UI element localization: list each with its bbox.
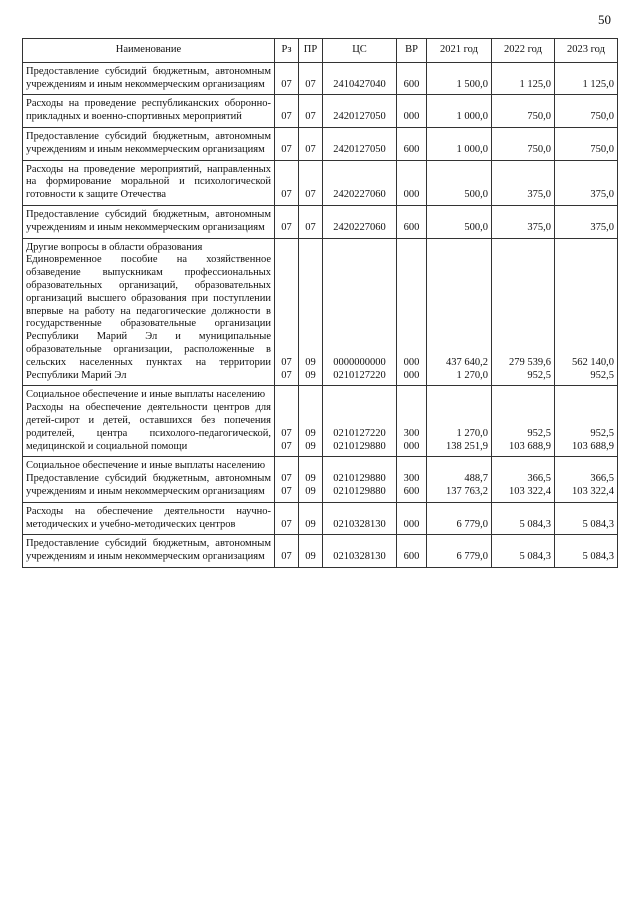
cell-pr-line: 09 (305, 473, 316, 485)
cell-2021-line: 437 640,2 (446, 356, 488, 368)
cell-pr (299, 457, 323, 502)
cell-2023-line: 103 322,4 (572, 485, 614, 497)
cell-2022-line: 279 539,6 (509, 356, 551, 368)
cell-2022 (492, 535, 555, 568)
cell-vr-line: 300 (403, 473, 420, 485)
cell-name-line: Предоставление субсидий бюджетным, автономным учреждениям и иным некоммерческим организациям (26, 473, 271, 497)
header-vr: ВР (397, 39, 427, 63)
cell-2021 (427, 95, 492, 128)
cell-2022-line: 103 688,9 (509, 440, 551, 452)
cell-2022-line: 5 084,3 (519, 551, 551, 563)
cell-pr: 07 (299, 160, 323, 205)
cell-rz-line: 07 (281, 369, 292, 381)
cell-2021-line: 1 270,0 (456, 369, 488, 381)
cell-2023 (555, 62, 618, 95)
cell-cs (323, 386, 397, 457)
cell-pr: 07 (299, 127, 323, 160)
cell-vr: 000 (397, 160, 427, 205)
cell-name (23, 457, 275, 502)
cell-cs: 2420227060 (323, 160, 397, 205)
cell-2022-line: 103 322,4 (509, 485, 551, 497)
cell-2023 (555, 386, 618, 457)
cell-rz-line: 07 (281, 473, 292, 485)
cell-2021-line: 6 779,0 (456, 551, 488, 563)
table-row (23, 386, 618, 457)
cell-cs (323, 238, 397, 386)
cell-name: Расходы на проведение республиканских оборонно-прикладных и военно-спортивных мероприятий (23, 95, 275, 128)
cell-cs: 2420127050 (323, 127, 397, 160)
cell-rz: 07 (275, 95, 299, 128)
cell-2023 (555, 160, 618, 205)
cell-2022-line: 952,5 (527, 427, 551, 439)
cell-2021 (427, 160, 492, 205)
cell-2023-line: 5 084,3 (582, 518, 614, 530)
cell-2022 (492, 457, 555, 502)
cell-name: Предоставление субсидий бюджетным, автономным учреждениям и иным некоммерческим организациям (23, 205, 275, 238)
cell-2021-line: 1 500,0 (456, 78, 488, 90)
cell-pr-line: 09 (305, 427, 316, 439)
header-pr: ПР (299, 39, 323, 63)
cell-2023-line: 375,0 (590, 221, 614, 233)
cell-2022 (492, 502, 555, 535)
cell-cs: 2420127050 (323, 95, 397, 128)
cell-name (23, 238, 275, 386)
cell-2021 (427, 535, 492, 568)
cell-pr (299, 386, 323, 457)
cell-pr: 07 (299, 62, 323, 95)
cell-cs-line: 0210129880 (333, 485, 386, 497)
cell-2021 (427, 238, 492, 386)
cell-rz (275, 238, 299, 386)
header-2023: 2023 год (555, 39, 618, 63)
cell-pr: 07 (299, 205, 323, 238)
table-row (23, 238, 618, 386)
cell-pr: 07 (299, 95, 323, 128)
header-2022: 2022 год (492, 39, 555, 63)
cell-pr-line: 09 (305, 356, 316, 368)
table-row (23, 160, 618, 205)
cell-2022-line: 750,0 (527, 143, 551, 155)
header-rz: Рз (275, 39, 299, 63)
cell-2022 (492, 160, 555, 205)
cell-name (23, 386, 275, 457)
cell-name: Предоставление субсидий бюджетным, автономным учреждениям и иным некоммерческим организациям (23, 62, 275, 95)
cell-cs: 0210328130 (323, 502, 397, 535)
cell-2021-line: 1 000,0 (456, 111, 488, 123)
cell-2022-line: 750,0 (527, 111, 551, 123)
cell-name: Предоставление субсидий бюджетным, автономным учреждениям и иным некоммерческим организациям (23, 127, 275, 160)
cell-2021 (427, 127, 492, 160)
table-row (23, 457, 618, 502)
cell-cs-line: 0210127220 (333, 427, 386, 439)
cell-2021 (427, 62, 492, 95)
cell-rz-line: 07 (281, 427, 292, 439)
cell-2021-line: 138 251,9 (446, 440, 488, 452)
cell-rz-line: 07 (281, 356, 292, 368)
cell-cs: 0210328130 (323, 535, 397, 568)
cell-2021-line: 1 000,0 (456, 143, 488, 155)
cell-pr: 09 (299, 502, 323, 535)
cell-rz: 07 (275, 160, 299, 205)
cell-rz: 07 (275, 502, 299, 535)
cell-name: Предоставление субсидий бюджетным, автономным учреждениям и иным некоммерческим организациям (23, 535, 275, 568)
cell-2022 (492, 386, 555, 457)
table-row (23, 502, 618, 535)
cell-2023-line: 5 084,3 (582, 551, 614, 563)
cell-2021-line: 1 270,0 (456, 427, 488, 439)
table-row (23, 62, 618, 95)
table-row (23, 205, 618, 238)
cell-2023-line: 1 125,0 (582, 78, 614, 90)
cell-vr: 600 (397, 205, 427, 238)
cell-2022-line: 1 125,0 (519, 78, 551, 90)
cell-pr-line: 09 (305, 440, 316, 452)
header-cs: ЦС (323, 39, 397, 63)
cell-pr: 09 (299, 535, 323, 568)
cell-vr (397, 457, 427, 502)
cell-rz: 07 (275, 535, 299, 568)
cell-name: Расходы на обеспечение деятельности научно-методических и учебно-методических центров (23, 502, 275, 535)
cell-2021-line: 6 779,0 (456, 518, 488, 530)
cell-vr-line: 000 (403, 356, 420, 368)
page-number: 50 (598, 12, 611, 27)
cell-2021-line: 500,0 (464, 221, 488, 233)
table-body (23, 62, 618, 567)
cell-rz: 07 (275, 205, 299, 238)
cell-vr (397, 238, 427, 386)
cell-rz: 07 (275, 127, 299, 160)
cell-2022 (492, 95, 555, 128)
cell-cs: 2410427040 (323, 62, 397, 95)
cell-rz-line: 07 (281, 485, 292, 497)
cell-2021 (427, 457, 492, 502)
cell-cs-line: 0210127220 (333, 369, 386, 381)
cell-2023-line: 562 140,0 (572, 356, 614, 368)
cell-rz: 07 (275, 62, 299, 95)
cell-name-line: Единовременное пособие на хозяйственное обзаведение выпускникам профессиональных образовательных организаций, образовательных организаций высшего образования при поступлении впервые на работу на педагогические должности в государственные образовательные организации Республики Марий Эл и муниципальные образовательные организации, расположенные в сельских населенных пунктах на территории Республики Марий Эл (26, 254, 271, 381)
table-row (23, 535, 618, 568)
cell-vr (397, 386, 427, 457)
cell-2022-line: 952,5 (527, 369, 551, 381)
cell-2022 (492, 205, 555, 238)
cell-2023 (555, 238, 618, 386)
table-row (23, 95, 618, 128)
cell-rz (275, 457, 299, 502)
cell-2022-line: 375,0 (527, 189, 551, 201)
cell-2023-line: 952,5 (590, 427, 614, 439)
cell-vr-line: 000 (403, 369, 420, 381)
cell-vr: 600 (397, 62, 427, 95)
cell-2023 (555, 95, 618, 128)
cell-name-line: Другие вопросы в области образования (26, 241, 203, 253)
cell-2021 (427, 205, 492, 238)
cell-2022-line: 375,0 (527, 221, 551, 233)
cell-name-line: Расходы на обеспечение деятельности центров для детей-сирот и детей, оставшихся без попечения родителей, центра психолого-педагогической, медицинской и социальной помощи (26, 402, 271, 452)
cell-2023 (555, 127, 618, 160)
cell-2023 (555, 457, 618, 502)
cell-2021 (427, 386, 492, 457)
cell-2023 (555, 535, 618, 568)
cell-vr: 600 (397, 127, 427, 160)
cell-cs-line: 0210129880 (333, 473, 386, 485)
header-row (23, 39, 618, 63)
cell-cs (323, 457, 397, 502)
cell-pr-line: 09 (305, 369, 316, 381)
cell-pr (299, 238, 323, 386)
cell-2023-line: 750,0 (590, 143, 614, 155)
cell-vr-line: 000 (403, 440, 420, 452)
cell-2023-line: 750,0 (590, 111, 614, 123)
cell-rz-line: 07 (281, 440, 292, 452)
cell-2022-line: 366,5 (527, 473, 551, 485)
cell-2022 (492, 127, 555, 160)
cell-cs-line: 0210129880 (333, 440, 386, 452)
cell-name-line: Социальное обеспечение и иные выплаты населению (26, 389, 266, 401)
cell-vr-line: 300 (403, 427, 420, 439)
table-row (23, 127, 618, 160)
cell-2021-line: 500,0 (464, 189, 488, 201)
cell-name-line: Социальное обеспечение и иные выплаты населению (26, 460, 266, 472)
cell-2022-line: 5 084,3 (519, 518, 551, 530)
cell-vr: 600 (397, 535, 427, 568)
cell-pr-line: 09 (305, 485, 316, 497)
table-header (23, 39, 618, 63)
cell-vr: 000 (397, 502, 427, 535)
cell-cs-line: 0000000000 (333, 356, 386, 368)
cell-2022 (492, 62, 555, 95)
cell-2023-line: 952,5 (590, 369, 614, 381)
cell-2023 (555, 205, 618, 238)
cell-2023-line: 103 688,9 (572, 440, 614, 452)
cell-name: Расходы на проведение мероприятий, направленных на формирование моральной и психологической готовности к защите Отечества (23, 160, 275, 205)
cell-vr-line: 600 (403, 485, 420, 497)
budget-table (22, 38, 618, 568)
cell-cs: 2420227060 (323, 205, 397, 238)
cell-vr: 000 (397, 95, 427, 128)
cell-rz (275, 386, 299, 457)
cell-2021 (427, 502, 492, 535)
cell-2023-line: 375,0 (590, 189, 614, 201)
cell-2022 (492, 238, 555, 386)
header-2021: 2021 год (427, 39, 492, 63)
cell-2023-line: 366,5 (590, 473, 614, 485)
cell-2021-line: 488,7 (464, 473, 488, 485)
cell-2023 (555, 502, 618, 535)
header-name: Наименование (23, 39, 275, 63)
cell-2021-line: 137 763,2 (446, 485, 488, 497)
